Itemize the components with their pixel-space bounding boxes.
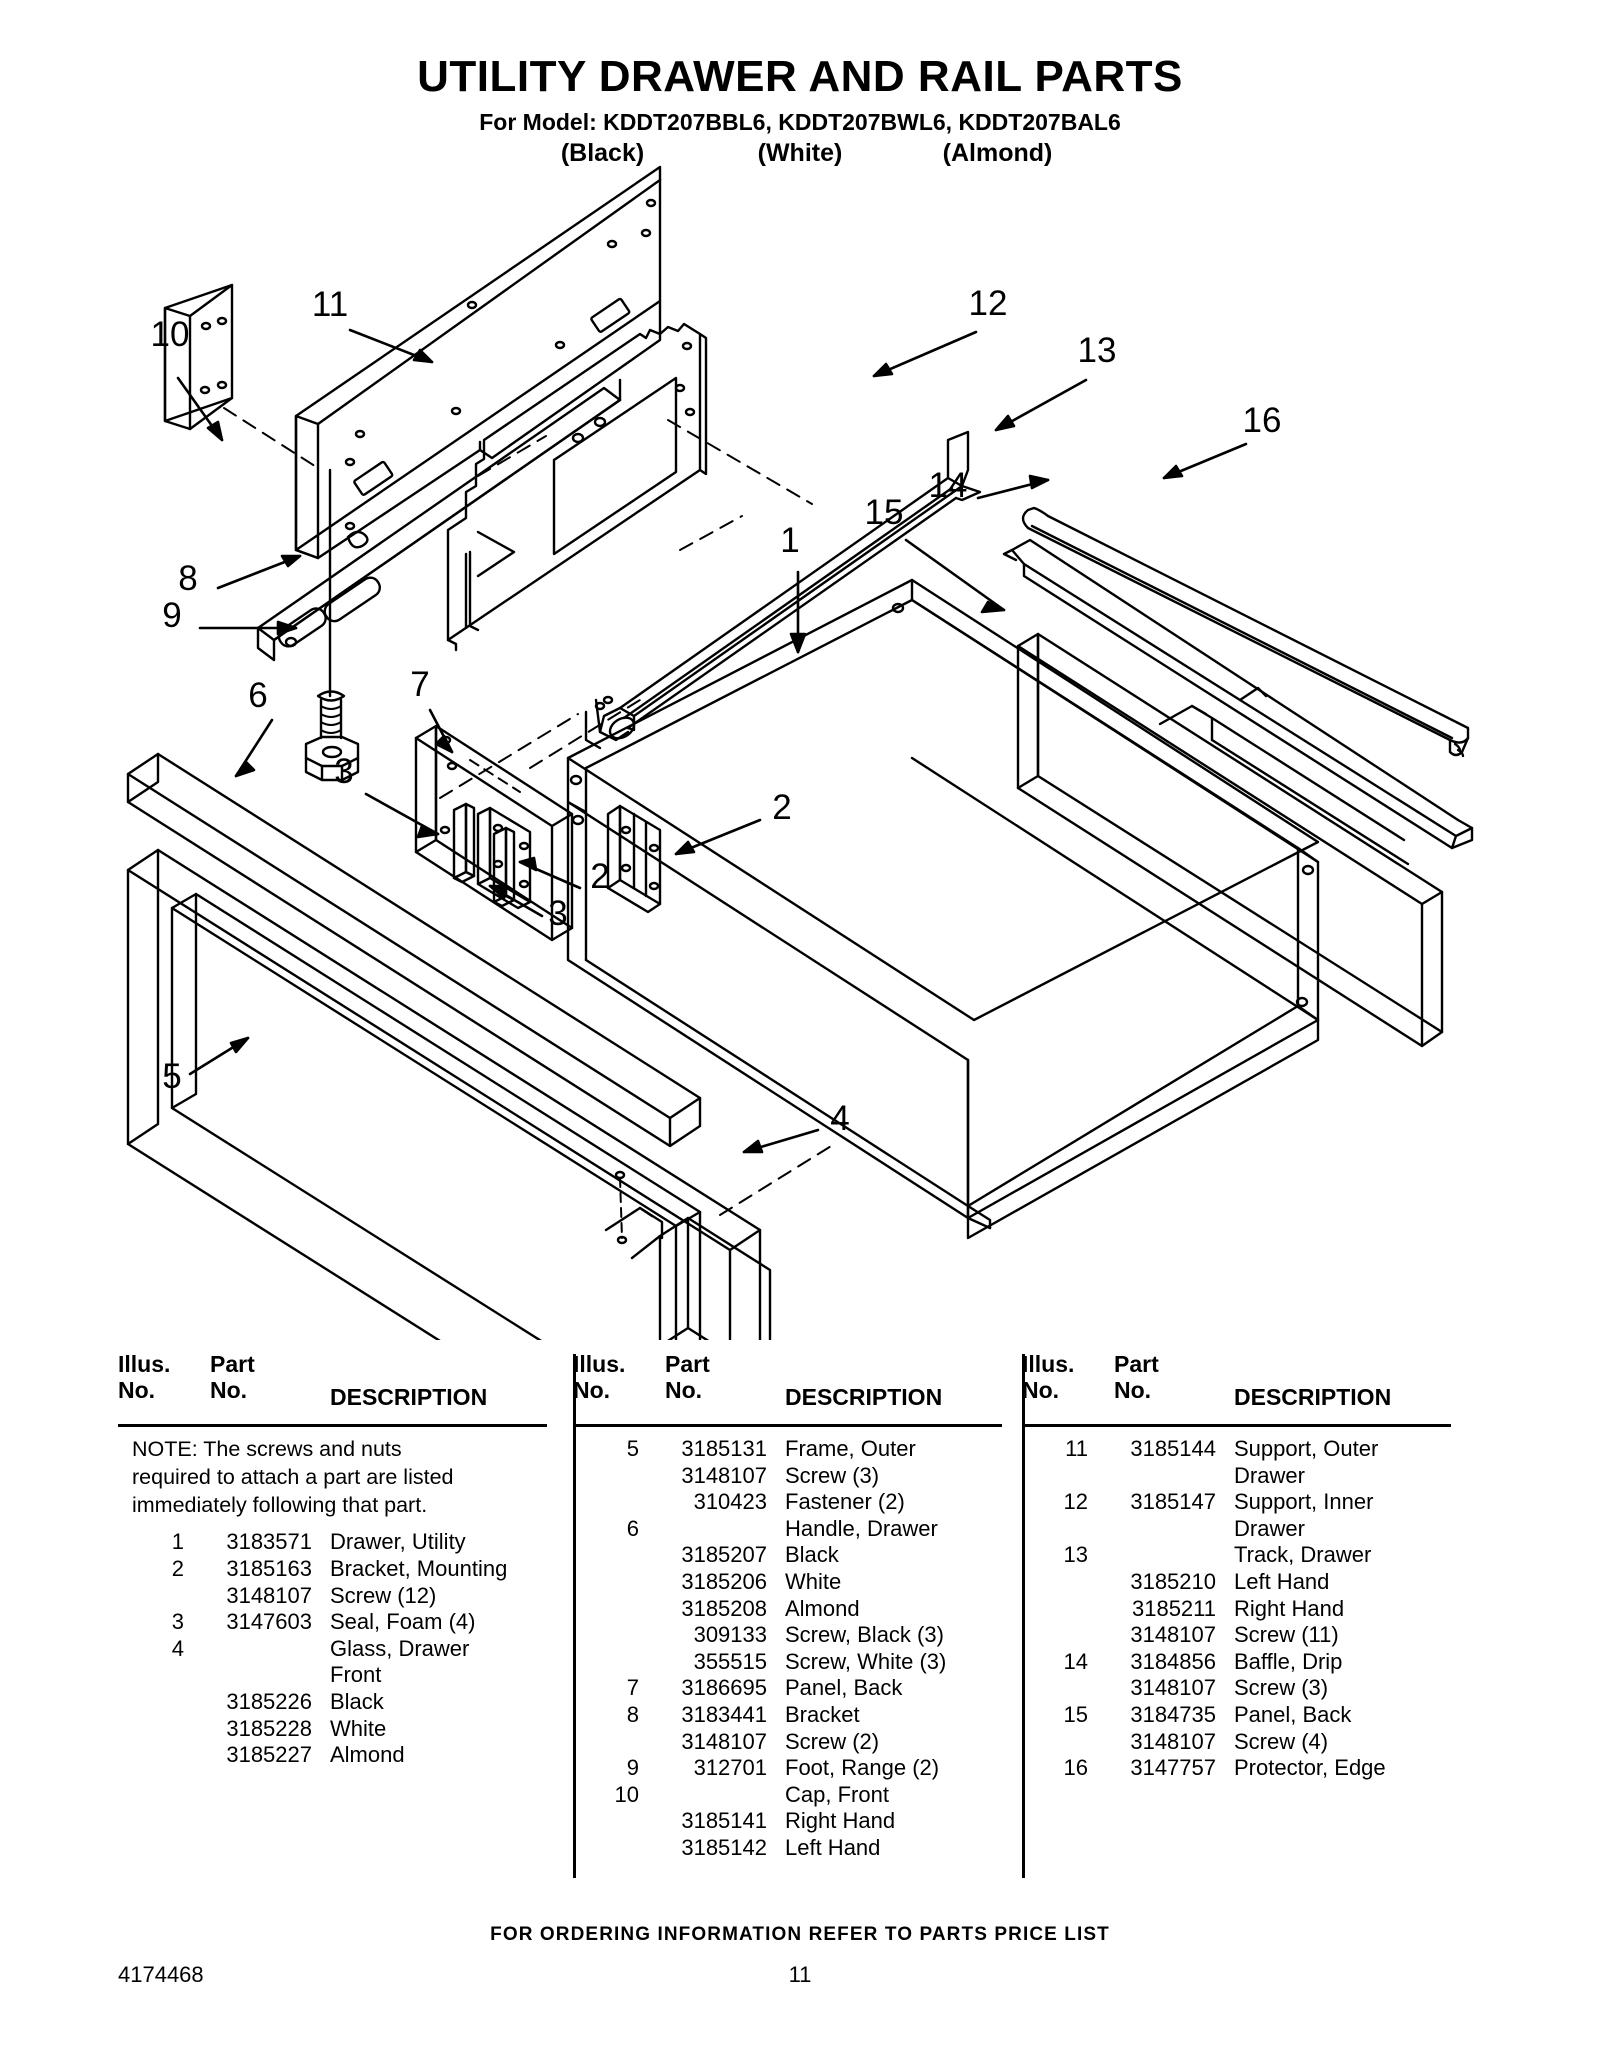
table-row	[573, 1596, 1028, 1623]
header-rule	[118, 1424, 547, 1427]
cell-illus: 13	[1063, 1542, 1088, 1568]
cell-part: 3186695	[681, 1675, 767, 1701]
callout-6: 6	[248, 676, 268, 715]
cell-part: 3148107	[1130, 1675, 1216, 1701]
table-row	[573, 1782, 1028, 1809]
table-row	[1022, 1755, 1477, 1782]
cell-desc: Panel, Back	[785, 1675, 903, 1701]
table-row	[118, 1583, 573, 1610]
cell-part: 3185163	[226, 1556, 312, 1582]
table-row	[1022, 1622, 1477, 1649]
cell-part: 3185227	[226, 1742, 312, 1768]
cell-desc: Left Hand	[785, 1834, 881, 1860]
cell-part: 3148107	[1130, 1728, 1216, 1754]
cell-desc: Right Hand	[785, 1808, 896, 1834]
cell-part: 3185141	[681, 1808, 767, 1834]
table-row	[118, 1609, 573, 1636]
table-row	[118, 1636, 573, 1663]
cell-desc: Glass, Drawer	[330, 1635, 470, 1661]
cell-illus: 3	[171, 1609, 184, 1635]
table-row	[573, 1729, 1028, 1756]
cell-illus: 5	[626, 1436, 639, 1461]
header-rule	[1022, 1424, 1451, 1427]
callout-8: 8	[178, 559, 198, 598]
ordering-information-note: FOR ORDERING INFORMATION REFER TO PARTS PRICE LIST	[490, 1924, 1110, 1945]
cell-desc: White	[330, 1715, 387, 1741]
column-2-header	[573, 1352, 1028, 1422]
column-1-header	[118, 1352, 573, 1422]
cell-part: 312701	[693, 1755, 767, 1781]
table-row	[573, 1463, 1028, 1490]
table-row	[1022, 1569, 1477, 1596]
cell-desc: Drawer	[1234, 1515, 1305, 1541]
part-16-edge-protector	[1023, 508, 1468, 756]
cell-illus: 15	[1063, 1701, 1088, 1727]
callout-13: 13	[1077, 331, 1117, 370]
table-row	[573, 1835, 1028, 1862]
page-number: 11	[788, 1962, 812, 1987]
cell-illus: 7	[626, 1675, 639, 1701]
part-13-drawer-track	[586, 432, 980, 748]
cell-desc: Drawer	[1234, 1462, 1305, 1488]
cell-part: 3184856	[1130, 1648, 1216, 1674]
cell-illus: 1	[171, 1529, 184, 1555]
table-row	[573, 1702, 1028, 1729]
table-row	[573, 1542, 1028, 1569]
parts-table-column-1	[118, 1352, 573, 1897]
header-description: DESCRIPTION	[330, 1384, 488, 1410]
cell-part: 3184735	[1130, 1701, 1216, 1727]
table-row	[1022, 1675, 1477, 1702]
cell-desc: Support, Inner	[1234, 1489, 1374, 1515]
cell-part: 310423	[693, 1489, 767, 1515]
cell-part: 3185142	[681, 1834, 767, 1860]
callout-14: 14	[928, 466, 968, 505]
parts-table-column-3	[1022, 1352, 1477, 1897]
column-2-rows	[573, 1436, 1028, 1862]
document-number: 4174468	[118, 1962, 204, 1987]
callout-4: 4	[830, 1099, 850, 1138]
column-3-header	[1022, 1352, 1477, 1422]
cell-part: 355515	[693, 1648, 767, 1674]
cell-desc: Baffle, Drip	[1234, 1648, 1343, 1674]
cell-desc: Almond	[785, 1595, 860, 1621]
header-illus-no: Illus. No.	[573, 1351, 626, 1403]
cell-desc: Drawer, Utility	[330, 1529, 466, 1555]
callout-3-left: 3	[334, 752, 354, 791]
cell-desc: Front	[330, 1662, 382, 1688]
cell-part: 3183571	[226, 1529, 312, 1555]
column-1-rows	[118, 1436, 573, 1769]
cell-part: 3148107	[681, 1462, 767, 1488]
cell-illus: 4	[171, 1635, 184, 1661]
column-3-rows	[1022, 1436, 1477, 1782]
cell-part: 3185206	[681, 1568, 767, 1594]
header-illus-no: Illus. No.	[118, 1351, 171, 1403]
parts-note: NOTE: The screws and nuts required to attach a part are listed immediately following that part.	[132, 1437, 454, 1517]
cell-part: 3185131	[681, 1436, 767, 1461]
part-5-outer-frame	[128, 850, 760, 1340]
table-row	[118, 1689, 573, 1716]
table-row	[573, 1649, 1028, 1676]
callout-leaders	[178, 330, 1246, 1152]
cell-desc: Black	[330, 1689, 384, 1715]
callout-1: 1	[780, 521, 800, 560]
cell-desc: Right Hand	[1234, 1595, 1345, 1621]
cell-part: 3148107	[1130, 1622, 1216, 1648]
callout-9: 9	[162, 596, 182, 635]
table-row	[1022, 1729, 1477, 1756]
cell-desc: Cap, Front	[785, 1781, 889, 1807]
cell-illus: 16	[1063, 1755, 1088, 1781]
cell-illus: 8	[626, 1701, 639, 1727]
header-description: DESCRIPTION	[785, 1384, 943, 1410]
cell-part: 3185228	[226, 1715, 312, 1741]
cell-desc: Bracket, Mounting	[330, 1556, 508, 1582]
cell-desc: Protector, Edge	[1234, 1755, 1386, 1781]
callout-2-right: 2	[772, 788, 792, 827]
part-6-drawer-handle	[128, 754, 700, 1146]
table-row	[1022, 1542, 1477, 1569]
table-row	[118, 1742, 573, 1769]
header-rule	[573, 1424, 1002, 1427]
cell-desc: Seal, Foam (4)	[330, 1609, 476, 1635]
header-illus-no: Illus. No.	[1022, 1351, 1075, 1403]
callout-7: 7	[410, 665, 430, 704]
table-row	[573, 1489, 1028, 1516]
cell-part: 3183441	[681, 1701, 767, 1727]
cell-part: 3185147	[1130, 1489, 1216, 1515]
cell-desc: Screw (11)	[1234, 1622, 1339, 1648]
table-row	[1022, 1702, 1477, 1729]
cell-part: 3185207	[681, 1542, 767, 1568]
callout-10: 10	[150, 315, 190, 354]
color-white-label: (White)	[757, 139, 843, 168]
color-black-label: (Black)	[560, 139, 645, 168]
cell-desc: Black	[785, 1542, 839, 1568]
table-row	[118, 1529, 573, 1556]
table-row	[118, 1716, 573, 1743]
table-row	[1022, 1463, 1477, 1490]
cell-desc: Frame, Outer	[785, 1436, 916, 1461]
table-row	[1022, 1649, 1477, 1676]
cell-illus: 14	[1063, 1648, 1088, 1674]
cell-desc: Screw, White (3)	[785, 1648, 947, 1674]
callout-3-lower: 3	[548, 894, 568, 933]
header-part-no: Part No.	[1114, 1351, 1159, 1403]
cell-desc: Bracket	[785, 1701, 860, 1727]
cell-part: 309133	[693, 1622, 767, 1648]
table-row	[1022, 1436, 1477, 1463]
table-row	[118, 1662, 573, 1689]
cell-desc: Screw (3)	[785, 1462, 880, 1488]
table-row	[1022, 1596, 1477, 1623]
color-almond-label: (Almond)	[942, 139, 1053, 168]
part-12-inner-drawer-support	[448, 324, 706, 650]
table-row	[1022, 1489, 1477, 1516]
cell-part: 3185144	[1130, 1436, 1216, 1461]
table-row	[573, 1622, 1028, 1649]
cell-part: 3147603	[226, 1609, 312, 1635]
page-title: UTILITY DRAWER AND RAIL PARTS	[417, 52, 1183, 101]
cell-illus: 10	[614, 1781, 639, 1807]
cell-illus: 6	[626, 1515, 639, 1541]
table-row	[573, 1755, 1028, 1782]
cell-part: 3185210	[1130, 1568, 1216, 1594]
cell-illus: 12	[1063, 1489, 1088, 1515]
header-part-no: Part No.	[665, 1351, 710, 1403]
callout-16: 16	[1242, 401, 1282, 440]
cell-desc: White	[785, 1568, 842, 1594]
cell-desc: Screw, Black (3)	[785, 1622, 944, 1648]
part-15-back-panel	[1018, 634, 1442, 1046]
cell-desc: Screw (2)	[785, 1728, 880, 1754]
callout-15: 15	[864, 493, 904, 532]
exploded-view-diagram	[0, 140, 1600, 1340]
cell-illus: 9	[626, 1755, 639, 1781]
callout-5: 5	[162, 1057, 182, 1096]
cell-desc: Almond	[330, 1742, 405, 1768]
cell-desc: Screw (12)	[330, 1582, 437, 1608]
callout-2-left: 2	[590, 857, 610, 896]
header-description: DESCRIPTION	[1234, 1384, 1392, 1410]
cell-desc: Track, Drawer	[1234, 1542, 1372, 1568]
table-row	[573, 1808, 1028, 1835]
cell-part: 3185226	[226, 1689, 312, 1715]
part-2-bracket-right	[608, 806, 660, 912]
cell-part: 3148107	[226, 1582, 312, 1608]
table-row	[573, 1675, 1028, 1702]
cell-desc: Screw (4)	[1234, 1728, 1329, 1754]
cell-desc: Support, Outer	[1234, 1436, 1379, 1461]
parts-table-column-2	[573, 1352, 1028, 1897]
table-row	[1022, 1516, 1477, 1543]
parts-table	[0, 1352, 1600, 1897]
cell-desc: Foot, Range (2)	[785, 1755, 940, 1781]
table-row	[118, 1556, 573, 1583]
table-row	[573, 1569, 1028, 1596]
cell-desc: Left Hand	[1234, 1568, 1330, 1594]
cell-part: 3147757	[1130, 1755, 1216, 1781]
cell-desc: Panel, Back	[1234, 1701, 1352, 1727]
table-row	[573, 1436, 1028, 1463]
cell-part: 3185208	[681, 1595, 767, 1621]
cell-part: 3148107	[681, 1728, 767, 1754]
cell-part: 3185211	[1131, 1595, 1216, 1621]
cell-desc: Screw (3)	[1234, 1675, 1329, 1701]
model-line: For Model: KDDT207BBL6, KDDT207BWL6, KDDT207BAL6	[479, 108, 1121, 135]
header-part-no: Part No.	[210, 1351, 255, 1403]
callout-11: 11	[311, 285, 349, 324]
cell-illus: 11	[1065, 1436, 1088, 1461]
cell-illus: 2	[171, 1556, 184, 1582]
callout-12: 12	[968, 284, 1008, 323]
cell-desc: Handle, Drawer	[785, 1515, 938, 1541]
cell-desc: Fastener (2)	[785, 1489, 905, 1515]
part-9-range-foot	[306, 470, 358, 780]
table-row	[573, 1516, 1028, 1543]
